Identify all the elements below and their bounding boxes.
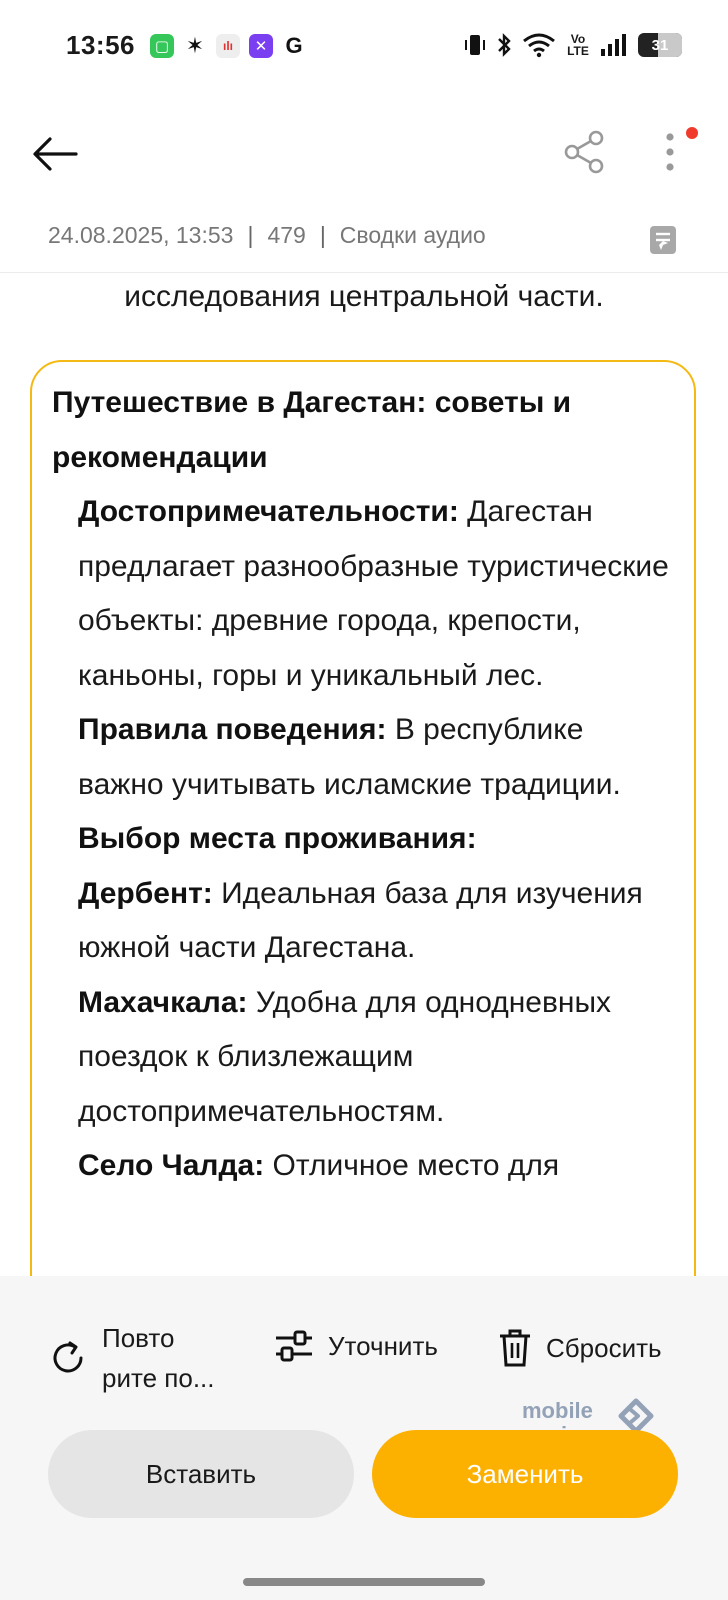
ai-actions-panel [0, 1276, 728, 1600]
next-label: Село Чалда: [78, 1149, 265, 1182]
sights-text: Дагестан предлагает разнообразные туристические объекты: древние города, крепости, каньоны, горы и уникальный лес. [78, 495, 669, 692]
signal-icon [600, 33, 628, 57]
notification-icons [150, 34, 306, 58]
header-divider [0, 272, 728, 273]
bluetooth-icon [496, 32, 512, 58]
note-char-count: 479 [267, 222, 306, 248]
messages-app-icon: ▢ [150, 34, 174, 58]
summary-paragraph [52, 867, 674, 976]
refine-button[interactable] [274, 1328, 438, 1364]
meta-separator: | [319, 222, 326, 248]
makhachkala-label: Махачкала: [78, 985, 248, 1019]
home-indicator[interactable] [243, 1578, 485, 1586]
volte-label: Vo LTE [567, 32, 589, 58]
more-options-icon[interactable] [650, 128, 690, 176]
summary-paragraph [52, 485, 674, 703]
retry-button[interactable] [48, 1318, 232, 1398]
summary-paragraph [52, 976, 674, 1140]
back-arrow-icon[interactable] [30, 128, 82, 180]
makhachkala-text: Удобна для однодневных поездок к близлежащим достопримечательностям. [78, 985, 612, 1128]
sights-label: Достопримечательности: [78, 495, 459, 528]
wifi-icon [522, 32, 556, 58]
notification-dot [686, 127, 698, 139]
meta-separator: | [247, 222, 254, 248]
status-time: 13:56 [66, 30, 135, 60]
rules-text: В республике важно учитывать исламские традиции. [78, 713, 621, 801]
retry-label: Повто рите по... [102, 1323, 215, 1393]
battery-icon [638, 33, 682, 57]
google-icon: G [285, 33, 303, 58]
next-text: Отличное место для [264, 1149, 560, 1182]
vibrate-icon [464, 32, 486, 58]
insert-button[interactable]: Вставить [48, 1430, 354, 1518]
system-icons [464, 32, 682, 58]
summary-paragraph [52, 1139, 674, 1194]
reset-button[interactable] [498, 1328, 662, 1368]
share-icon[interactable] [560, 128, 608, 176]
summary-paragraph [52, 703, 674, 812]
summary-paragraph [52, 812, 674, 867]
previous-text-line: исследования центральной части. [124, 280, 604, 313]
battery-level: 31 [651, 36, 669, 54]
note-date: 24.08.2025, 13:53 [48, 222, 234, 248]
tools-app-icon: ✕ [249, 34, 273, 58]
sliders-icon [274, 1328, 314, 1364]
reset-label: Сбросить [546, 1332, 662, 1363]
rules-label: Правила поведения: [78, 713, 387, 746]
refine-label: Уточнить [328, 1330, 438, 1361]
derbent-label: Дербент: [78, 876, 213, 910]
trash-icon [498, 1328, 532, 1368]
note-meta [48, 222, 486, 249]
summary-text [52, 376, 674, 1194]
summary-title: Путешествие в Дагестан: советы и рекомендации [52, 386, 572, 474]
watermark-line1: mobile [522, 1398, 593, 1423]
status-bar [0, 0, 728, 96]
summary-icon[interactable] [648, 224, 678, 256]
accessibility-icon: ✶ [185, 33, 205, 58]
derbent-text: Идеальная база для изучения южной части Дагестана. [78, 876, 643, 964]
replace-button[interactable]: Заменить [372, 1430, 678, 1518]
lodging-label: Выбор места проживания: [78, 822, 477, 855]
refresh-icon [48, 1338, 88, 1378]
note-category[interactable]: Сводки аудио [339, 222, 486, 248]
recorder-app-icon: ılı [216, 34, 240, 58]
